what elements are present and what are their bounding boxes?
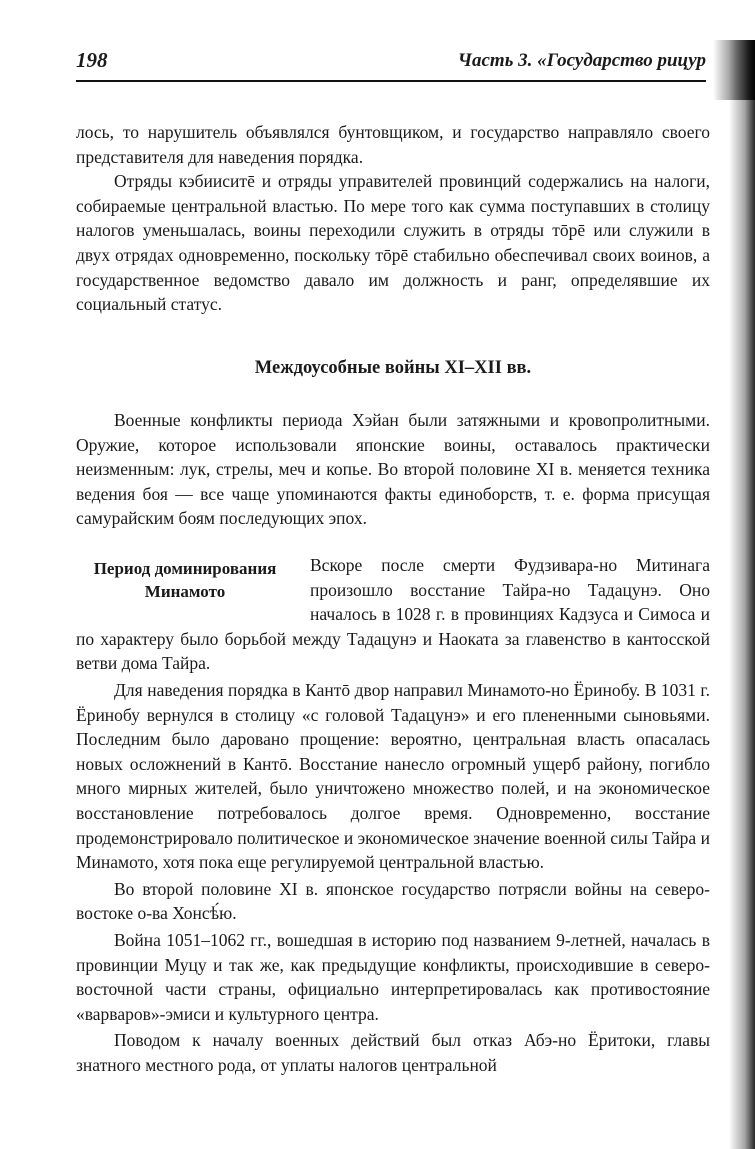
paragraph-3: Военные конфликты периода Хэйан были затяжными и кровопролитными. Оружие, которое использовали японские воины, оставалось практически неизменным: лук, стрелы, меч и копье. Во второй половине XI в. меняется техника ведения боя — все чаще упоминаются факты единоборств, т. е. форма присущая самурайским боям последующих эпох. [76, 410, 710, 529]
running-title: Часть 3. «Государство рицур [457, 50, 706, 71]
paragraph-1: лось, то нарушитель объявлялся бунтовщиком, и государство направляло своего представителя для наведения порядка. [76, 122, 710, 167]
page-header [76, 48, 706, 82]
header-rule [76, 80, 706, 82]
paragraph-4: Вскоре после смерти Фудзивара-но Митинага произошло восстание Тайра-но Тадацунэ. Оно началось в 1028 г. в провинциях Кадзуса и Симоса и по характеру было борьбой между Тадацунэ и Наоката за главенство в кантосской ветви дома Тайра. [76, 555, 710, 674]
section-heading: Междоусобные войны XI–XII вв. [254, 358, 532, 378]
page-number: 198 [76, 48, 108, 72]
paragraph-8: Поводом к началу военных действий был отказ Абэ-но Ёритоки, главы знатного местного рода, от уплаты налогов центральной [76, 1030, 710, 1075]
paragraph-6: Во второй половине XI в. японское государство потрясли войны на северо-востоке о-ва Хонсѣ́ю. [76, 878, 710, 924]
scan-corner-shadow [713, 40, 755, 100]
section-2 [76, 408, 710, 531]
scan-spine-shadow [729, 40, 755, 1149]
paragraph-7: Война 1051–1062 гг., вошедшая в историю под названием 9-летней, началась в провинции Муцу и так же, как предыдущие конфликты, происходившие в северо-восточной части страны, официально интерпретировалась как противостояние «варваров»-эмиси и культурного центра. [76, 929, 710, 1024]
margin-heading: Период доминирования Минамото [93, 559, 277, 601]
section-1 [76, 120, 710, 317]
paragraph-2: Отряды кэбииситē и отряды управителей провинций содержались на налоги, собираемые центральной властью. По мере того как сумма поступавших в столицу налогов уменьшалась, воины переходили служить в отряды тōрē или служили в двух отрядах одновременно, поскольку тōрē стабильно обеспечивал своих воинов, а государственное ведомство давало им должность и ранг, определявшие их социальный статус. [76, 171, 710, 315]
paragraph-5: Для наведения порядка в Кантō двор направил Минамото-но Ёринобу. В 1031 г. Ёринобу вернулся в столицу «с головой Тадацунэ» и его плененными сыновьями. Последним было даровано прощение: вероятно, центральная власть опасалась новых осложнений в Кантō. Восстание нанесло огромный ущерб району, погибло много мирных жителей, было уничтожено множество полей, и на экономическое восстановление потребовалось долгое время. Одновременно, восстание продемонстрировало политическое и экономическое значение военной силы Тайра и Минамото, хотя пока еще регулируемой центральной властью. [76, 679, 710, 873]
section-3 [76, 553, 710, 1077]
